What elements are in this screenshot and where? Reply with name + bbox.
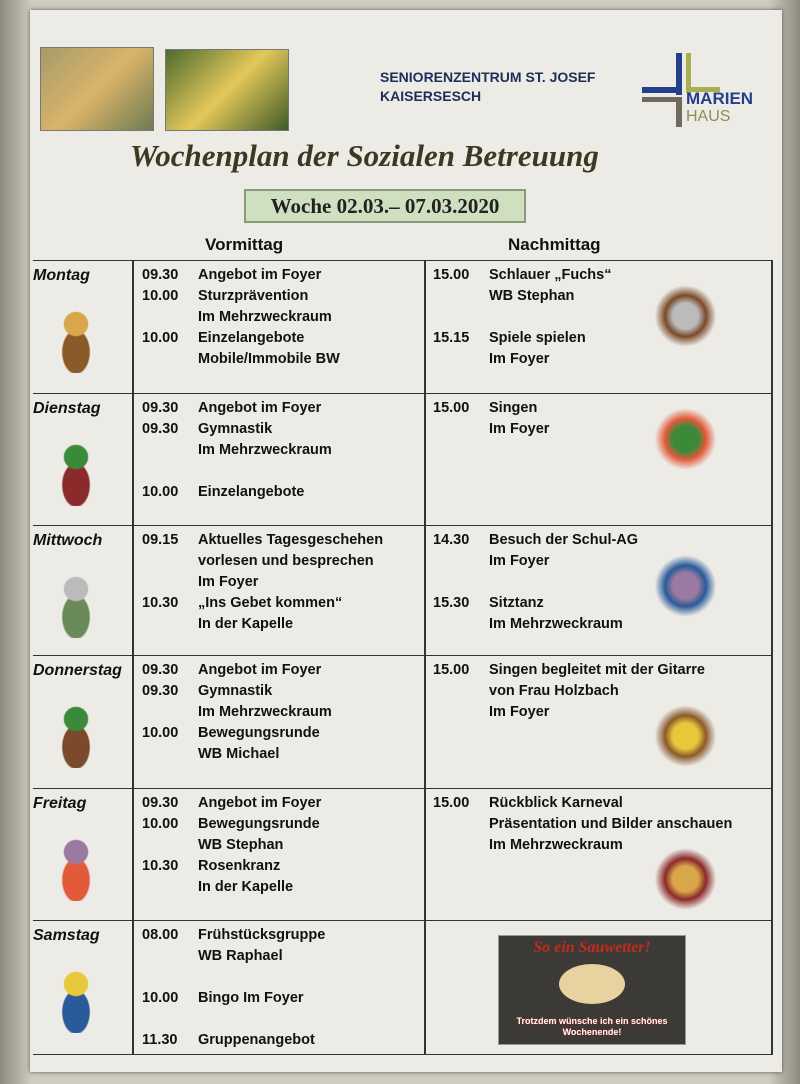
day-illustration [45,698,107,768]
activity-line [433,572,638,593]
activity-line [142,1009,325,1030]
activity-text: Im Foyer [489,351,550,367]
activity-time: 10.00 [142,484,179,500]
activity-time: 09.15 [142,532,179,548]
activity-text: WB Stephan [198,837,284,853]
activity-time [433,814,489,835]
activity-text: Bingo Im Foyer [198,990,304,1006]
activity-time [142,349,198,370]
activity-time: 08.00 [142,927,179,943]
activity-time: 15.00 [433,267,470,283]
activity-line [142,419,332,440]
activity-text: Im Mehrzweckraum [198,309,332,325]
activity-text: Im Mehrzweckraum [198,704,332,720]
activity-text: Einzelangebote [198,330,305,346]
activity-time: 10.00 [142,725,179,741]
morning-activities [142,530,383,635]
table-row [33,655,773,789]
activity-time: 10.30 [142,595,179,611]
activity-time [142,551,198,572]
activity-text: Gymnastik [198,683,273,699]
activity-text: Einzelangebote [198,484,305,500]
activity-line [142,265,340,286]
activity-line [142,614,383,635]
activity-line [142,946,325,967]
activity-text: Sturzprävention [198,288,309,304]
activity-text: Besuch der Schul-AG [489,532,639,548]
table-row [33,788,773,921]
afternoon-activities [433,793,732,856]
activity-text: Im Foyer [489,553,550,569]
weekend-headline: So ein Sauwetter! [533,939,651,956]
table-row [33,920,773,1055]
activity-time [142,461,198,482]
activity-text: WB Stephan [489,288,575,304]
header-photo-1 [40,47,154,131]
activity-line [142,530,383,551]
activity-time [142,946,198,967]
activity-line [142,967,325,988]
activity-text: Angebot im Foyer [198,267,322,283]
afternoon-activities [433,660,705,723]
activity-time: 15.00 [433,662,470,678]
activity-line [433,551,638,572]
activity-line [142,856,321,877]
activity-time [142,744,198,765]
activity-text: WB Michael [198,746,280,762]
activity-text: Im Foyer [489,421,550,437]
activity-time [142,307,198,328]
activity-time: 09.30 [142,683,179,699]
table-row [33,393,773,526]
day-label: Dienstag [33,400,101,417]
weekend-caption: Trotzdem wünsche ich ein schönes Wochenende! [516,1016,668,1037]
activity-time: 15.00 [433,400,470,416]
activity-line [142,1030,325,1051]
activity-line [142,877,321,898]
activity-line [142,286,340,307]
activity-line [142,328,340,349]
activity-line [142,744,332,765]
activity-line [433,835,732,856]
activity-line [142,461,332,482]
org-line-2: KAISERSESCH [380,88,482,104]
activity-line [142,702,332,723]
activity-line [142,681,332,702]
activity-text: Singen begleitet mit der Gitarre [489,662,705,678]
activity-line [142,349,340,370]
day-label: Freitag [33,795,87,812]
activity-time [433,551,489,572]
activity-text: Im Foyer [198,574,259,590]
afternoon-activities [433,398,549,440]
activity-time: 15.00 [433,795,470,811]
activity-line [142,482,332,503]
activity-text: „Ins Gebet kommen“ [198,595,343,611]
day-label: Mittwoch [33,532,103,549]
activity-time [142,835,198,856]
activity-text: Angebot im Foyer [198,400,322,416]
activity-text: Im Foyer [489,704,550,720]
activity-time: 10.00 [142,990,179,1006]
activity-line [433,793,732,814]
activity-text: Bewegungsrunde [198,725,320,741]
activity-time: 09.30 [142,795,179,811]
header-photo-2 [165,49,289,131]
activity-line [142,925,325,946]
activity-time: 09.30 [142,400,179,416]
afternoon-activities [433,265,611,370]
activity-line [433,593,638,614]
activity-text: Im Mehrzweckraum [489,837,623,853]
activity-line [142,814,321,835]
activity-time [433,419,489,440]
activity-line [433,398,549,419]
activity-text: Rosenkranz [198,858,281,874]
activity-line [142,440,332,461]
activity-line [142,593,383,614]
activity-line [142,793,321,814]
activity-line [142,835,321,856]
activity-time [142,967,198,988]
page-title: Wochenplan der Sozialen Betreuung [130,138,599,173]
activity-line [433,265,611,286]
day-illustration [45,963,107,1033]
day-label: Montag [33,267,90,284]
activity-time [433,835,489,856]
activity-text: Sitztanz [489,595,544,611]
activity-line [433,614,638,635]
activity-text: Gymnastik [198,421,273,437]
activity-time [142,877,198,898]
activity-time [433,349,489,370]
activity-line [433,419,549,440]
activity-text: vorlesen und besprechen [198,553,374,569]
activity-illustration [648,281,723,351]
column-header-morning: Vormittag [205,235,284,254]
afternoon-activities [433,530,638,635]
activity-text: Bewegungsrunde [198,816,320,832]
activity-illustration [648,551,723,621]
activity-line [142,572,383,593]
activity-time: 10.00 [142,288,179,304]
activity-line [433,814,732,835]
activity-text: In der Kapelle [198,879,294,895]
activity-text: Im Mehrzweckraum [489,616,623,632]
activity-text: Angebot im Foyer [198,662,322,678]
activity-time: 09.30 [142,662,179,678]
org-line-1: SENIORENZENTRUM ST. JOSEF [380,69,596,85]
marienhaus-logo [642,53,762,128]
activity-time [433,286,489,307]
morning-activities [142,660,332,765]
table-row [33,525,773,656]
activity-time [433,614,489,635]
logo-text-2: HAUS [686,108,731,125]
day-illustration [45,568,107,638]
activity-text: Frühstücksgruppe [198,927,326,943]
activity-time [142,572,198,593]
day-illustration [45,303,107,373]
morning-activities [142,793,321,898]
activity-time: 09.30 [142,267,179,283]
activity-line [433,681,705,702]
activity-text: WB Raphael [198,948,283,964]
activity-time: 10.00 [142,816,179,832]
activity-text: Angebot im Foyer [198,795,322,811]
activity-time [142,614,198,635]
activity-time: 09.30 [142,421,179,437]
activity-line [433,660,705,681]
activity-line [433,307,611,328]
morning-activities [142,265,340,370]
day-label: Donnerstag [33,662,122,679]
activity-line [433,286,611,307]
activity-text: Aktuelles Tagesgeschehen [198,532,384,548]
activity-text: Gruppenangebot [198,1032,315,1048]
activity-text: Spiele spielen [489,330,586,346]
activity-time [142,440,198,461]
activity-line [433,702,705,723]
weekend-picture [498,935,686,1045]
activity-text: In der Kapelle [198,616,294,632]
logo-text-1: MARIEN [686,89,754,108]
day-illustration [45,436,107,506]
activity-time [433,702,489,723]
activity-time [142,702,198,723]
activity-text: Mobile/Immobile BW [198,351,340,367]
activity-line [142,551,383,572]
activity-text: Singen [489,400,538,416]
activity-time [433,681,489,702]
activity-line [142,307,340,328]
activity-line [433,328,611,349]
activity-line [433,530,638,551]
morning-activities [142,398,332,503]
pig-image [559,964,625,1004]
activity-line [142,398,332,419]
activity-text: Schlauer „Fuchs“ [489,267,612,283]
activity-text: von Frau Holzbach [489,683,619,699]
activity-time [433,307,489,328]
activity-illustration [648,404,723,474]
activity-time [142,1009,198,1030]
activity-time: 14.30 [433,532,470,548]
week-range: Woche 02.03.– 07.03.2020 [244,189,526,223]
activity-time: 10.00 [142,330,179,346]
activity-text: Im Mehrzweckraum [198,442,332,458]
activity-text: Rückblick Karneval [489,795,623,811]
activity-time: 11.30 [142,1032,178,1048]
activity-line [142,723,332,744]
activity-line [142,988,325,1009]
morning-activities [142,925,325,1051]
activity-time: 15.30 [433,595,470,611]
activity-line [142,660,332,681]
activity-time [433,572,489,593]
column-header-afternoon: Nachmittag [508,235,601,254]
activity-time: 15.15 [433,330,470,346]
day-label: Samstag [33,927,100,944]
activity-time: 10.30 [142,858,179,874]
activity-text: Präsentation und Bilder anschauen [489,816,733,832]
day-illustration [45,831,107,901]
table-row [33,260,773,394]
activity-line [433,349,611,370]
organization-name [380,68,595,106]
